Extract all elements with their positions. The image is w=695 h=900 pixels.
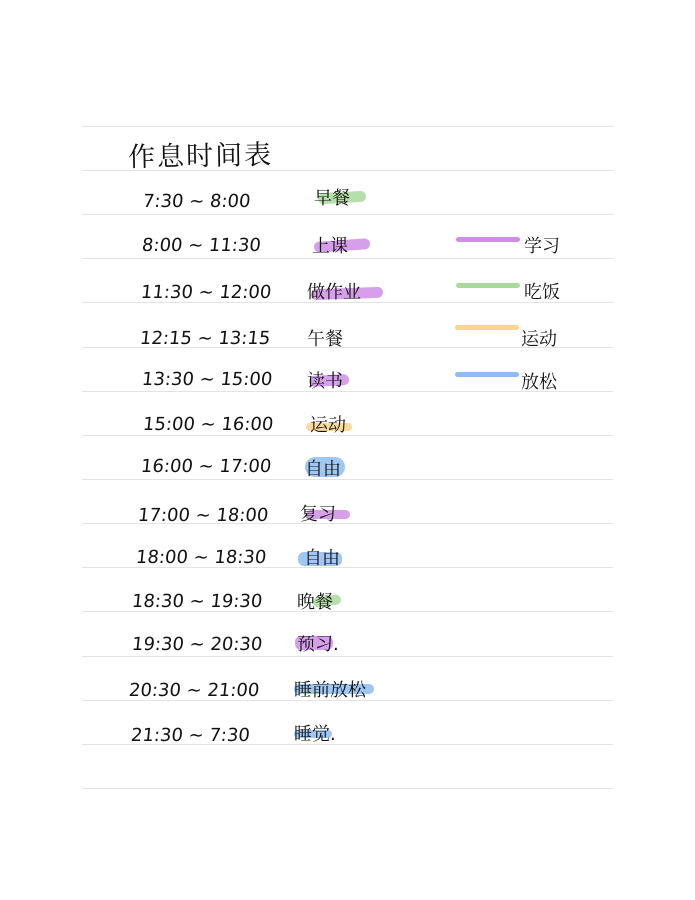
time-range: 16:00 ~ 17:00 <box>139 456 273 477</box>
activity-label: 运动 <box>310 415 346 436</box>
time-range: 18:00 ~ 18:30 <box>134 547 268 568</box>
ruled-line <box>82 788 613 789</box>
schedule-row <box>0 313 695 357</box>
schedule-row <box>0 224 695 268</box>
activity-label: 早餐 <box>314 188 350 209</box>
time-range: 13:30 ~ 15:00 <box>140 369 274 390</box>
legend-label: 吃饭 <box>524 282 560 303</box>
schedule-row <box>0 268 695 312</box>
time-range: 21:30 ~ 7:30 <box>129 725 251 746</box>
activity-label: 自由 <box>305 459 341 480</box>
time-range: 18:30 ~ 19:30 <box>130 591 264 612</box>
legend-swatch <box>455 325 519 330</box>
legend-swatch <box>456 283 520 288</box>
activity-label: 读书 <box>307 371 343 392</box>
activity-label: 预习. <box>297 634 339 655</box>
time-range: 11:30 ~ 12:00 <box>139 282 273 303</box>
activity-label: 午餐 <box>307 329 343 350</box>
ruled-line <box>82 126 613 127</box>
schedule-row <box>0 357 695 401</box>
schedule-row <box>0 622 695 666</box>
schedule-row <box>0 710 695 754</box>
time-range: 7:30 ~ 8:00 <box>141 191 252 212</box>
legend-label: 运动 <box>521 329 557 350</box>
activity-label: 上课 <box>312 236 348 257</box>
page-title: 作息时间表 <box>127 139 274 174</box>
schedule-row <box>0 401 695 445</box>
activity-label: 睡前放松 <box>294 680 366 701</box>
schedule-row <box>0 445 695 489</box>
legend-label: 放松 <box>521 372 557 393</box>
schedule-row <box>0 578 695 622</box>
time-range: 15:00 ~ 16:00 <box>141 414 275 435</box>
activity-label: 睡觉. <box>294 724 336 745</box>
legend-swatch <box>456 237 520 242</box>
time-range: 8:00 ~ 11:30 <box>140 235 262 256</box>
time-range: 19:30 ~ 20:30 <box>130 634 264 655</box>
schedule-row <box>0 490 695 534</box>
time-range: 12:15 ~ 13:15 <box>138 328 272 349</box>
activity-label: 自由 <box>304 548 340 569</box>
time-range: 20:30 ~ 21:00 <box>127 680 261 701</box>
time-range: 17:00 ~ 18:00 <box>136 505 270 526</box>
legend-swatch <box>455 372 519 377</box>
activity-label: 做作业 <box>307 282 361 303</box>
schedule-row <box>0 180 695 224</box>
schedule-row <box>0 666 695 710</box>
legend-label: 学习 <box>524 236 560 257</box>
schedule-row <box>0 534 695 578</box>
activity-label: 复习 <box>300 504 336 525</box>
activity-label: 晚餐 <box>297 592 333 613</box>
